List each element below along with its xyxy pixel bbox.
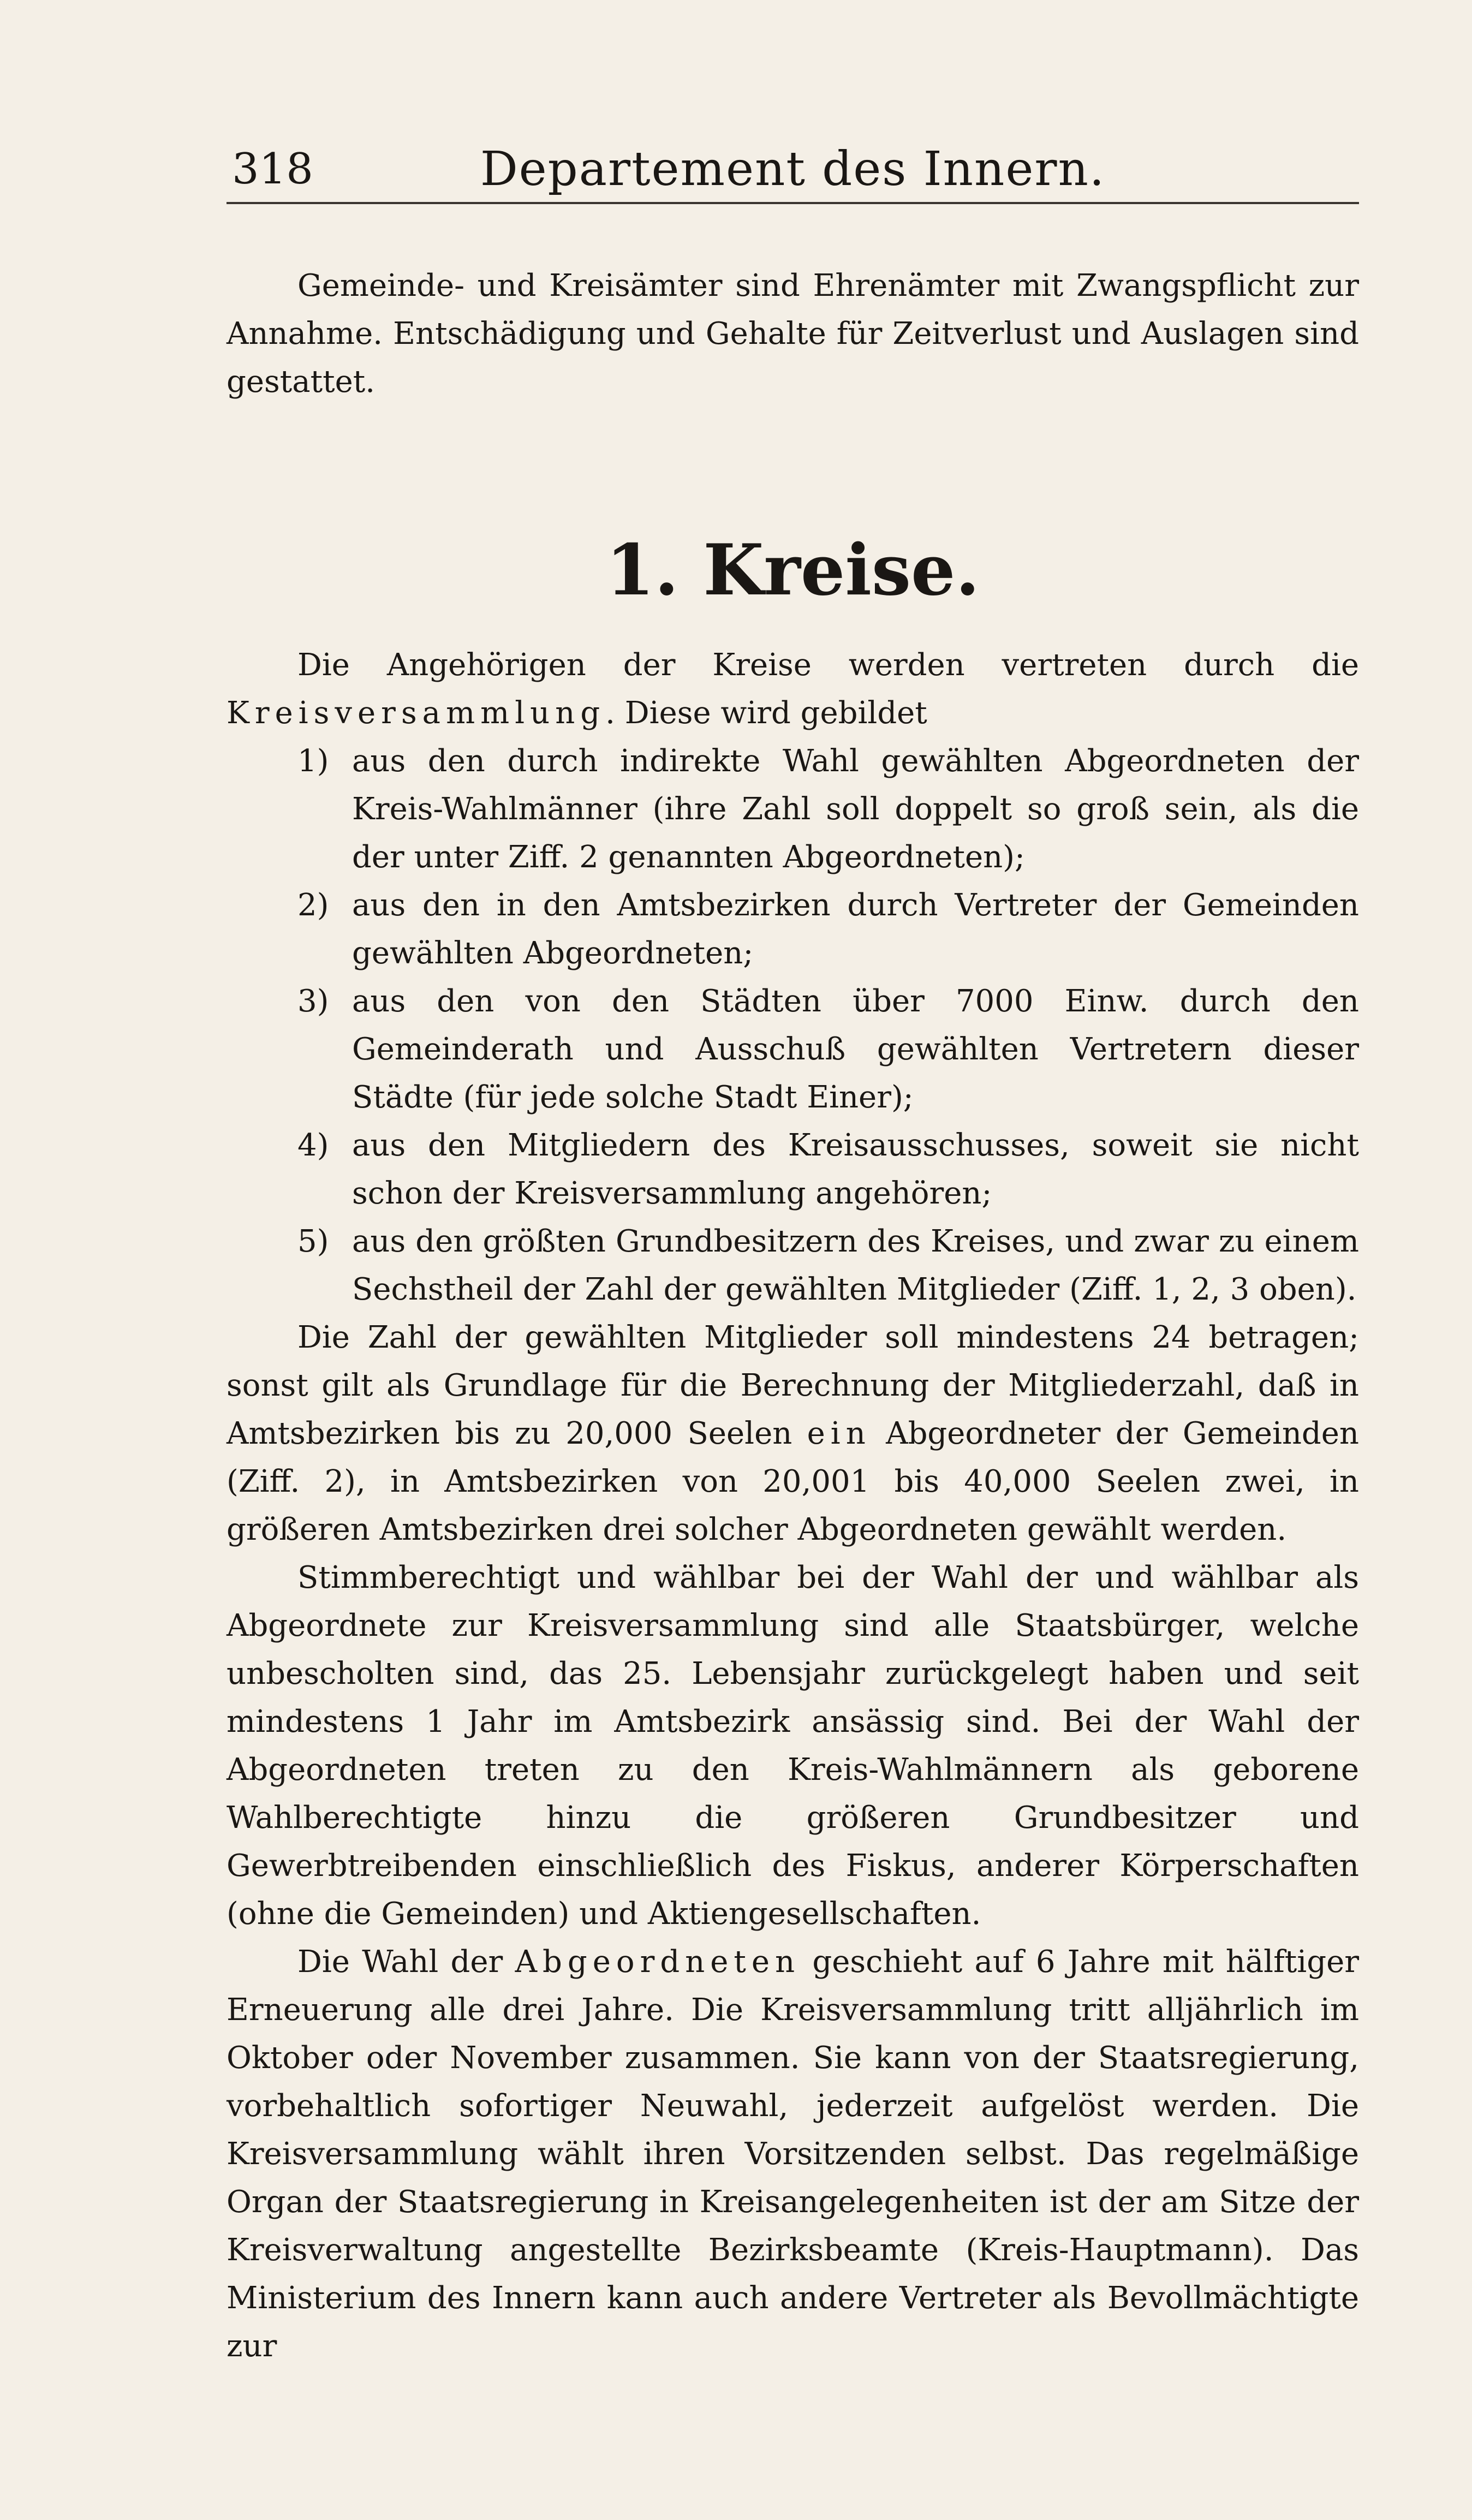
list-item-text: aus den von den Städten über 7000 Einw. durch den Gemeinderath und Ausschuß gewählten Vertretern dieser Städte (für jede solche Stadt Einer); [352, 984, 1359, 1115]
paragraph-1-after: . Diese wird gebildet [605, 695, 927, 731]
paragraph-4-before: Die Wahl der [297, 1944, 503, 1980]
section-body [227, 641, 1359, 2370]
paragraph-2-before: Die Zahl der gewählten Mitglieder soll mindestens 24 betragen; sonst gilt als Grundlage für die Berechnung der Mitgliederzahl, daß in Amtsbezirken bis zu 20,000 Seelen [227, 1320, 1359, 1451]
term-abgeordneten: Abgeordneten [515, 1944, 801, 1980]
intro-text: Gemeinde- und Kreisämter sind Ehrenämter mit Zwangspflicht zur Annahme. Entschädigung und Gehalte für Zeitverlust und Auslagen sind gestattet. [227, 268, 1359, 400]
page-number: 318 [232, 145, 313, 194]
paragraph-1-before: Die Angehörigen der Kreise werden vertreten durch die [297, 647, 1359, 683]
list-item-number: 5) [297, 1224, 329, 1259]
section-title: 1. Kreise. [606, 529, 980, 611]
list-item-text: aus den Mitgliedern des Kreisausschusses, soweit sie nicht schon der Kreisversammlung angehören; [352, 1128, 1359, 1211]
list-item-number: 3) [297, 984, 329, 1019]
intro-paragraph [227, 262, 1359, 406]
list-item [227, 1218, 1359, 1314]
paragraph-2 [227, 1314, 1359, 1554]
paragraph-1 [227, 641, 1359, 737]
formation-list [227, 737, 1359, 1314]
paragraph-2-after: Abgeordneter der Gemeinden (Ziff. 2), in Amtsbezirken von 20,001 bis 40,000 Seelen zwei, in größeren Amtsbezirken drei solcher Abgeordneten gewählt werden. [227, 1416, 1359, 1547]
list-item-number: 2) [297, 887, 329, 923]
paragraph-4 [227, 1938, 1359, 2370]
list-item [227, 881, 1359, 978]
term-kreisversammlung: Kreisversammlung [227, 695, 606, 731]
list-item-text: aus den durch indirekte Wahl gewählten Abgeordneten der Kreis-Wahlmänner (ihre Zahl soll doppelt so groß sein, als die der unter Ziff. 2 genannten Abgeordneten); [352, 743, 1359, 875]
header-rule [227, 202, 1359, 204]
list-item-number: 1) [297, 743, 329, 779]
list-item-text: aus den größten Grundbesitzern des Kreises, und zwar zu einem Sechstheil der Zahl der gewählten Mitglieder (Ziff. 1, 2, 3 oben). [352, 1224, 1359, 1307]
list-item [227, 1122, 1359, 1218]
paragraph-4-after: geschieht auf 6 Jahre mit hälftiger Erneuerung alle drei Jahre. Die Kreisversammlung tritt alljährlich im Oktober oder November zusammen. Sie kann von der Staatsregierung, vorbehaltlich sofortiger Neuwahl, jederzeit aufgelöst werden. Die Kreisversammlung wählt ihren Vorsitzenden selbst. Das regelmäßige Organ der Staatsregierung in Kreisangelegenheiten ist der am Sitze der Kreisverwaltung angestellte Bezirksbeamte (Kreis-Hauptmann). Das Ministerium des Innern kann auch andere Vertreter als Bevollmächtigte zur [227, 1944, 1359, 2364]
running-title: Departement des Innern. [480, 142, 1106, 196]
list-item-number: 4) [297, 1128, 329, 1163]
term-ein: ein [807, 1416, 871, 1451]
paragraph-3: Stimmberechtigt und wählbar bei der Wahl der und wählbar als Abgeordnete zur Kreisversammlung sind alle Staatsbürger, welche unbescholten sind, das 25. Lebensjahr zurückgelegt haben und seit mindestens 1 Jahr im Amtsbezirk ansässig sind. Bei der Wahl der Abgeordneten treten zu den Kreis-Wahlmännern als geborene Wahlberechtigte hinzu die größeren Grundbesitzer und Gewerbtreibenden einschließlich des Fiskus, anderer Körperschaften (ohne die Gemeinden) und Aktiengesellschaften. [227, 1560, 1359, 1932]
list-item [227, 978, 1359, 1122]
list-item-text: aus den in den Amtsbezirken durch Vertreter der Gemeinden gewählten Abgeordneten; [352, 887, 1359, 971]
page-header [227, 139, 1359, 199]
list-item [227, 737, 1359, 881]
